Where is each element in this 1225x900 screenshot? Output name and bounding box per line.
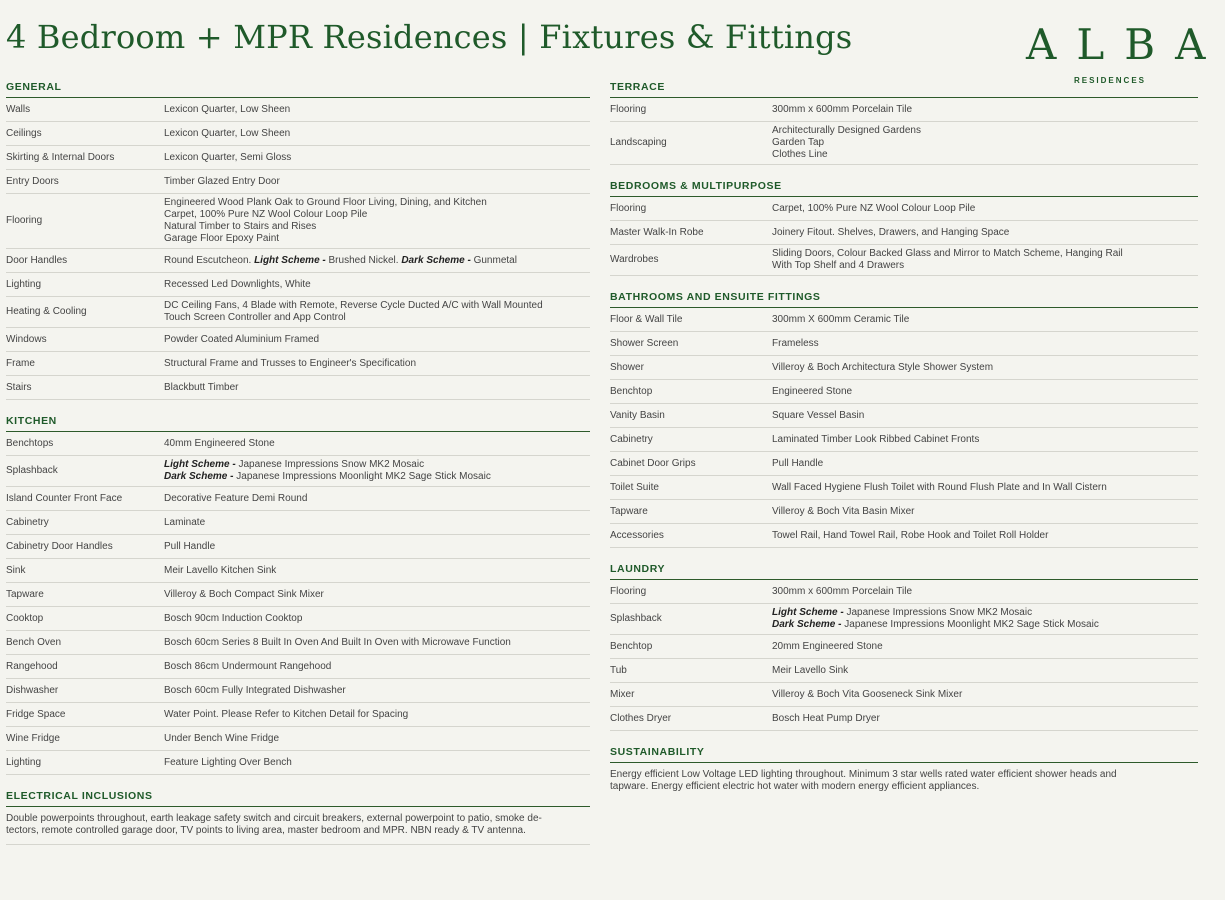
- spec-label: Tapware: [610, 505, 648, 517]
- section-title: LAUNDRY: [610, 560, 1198, 580]
- left-column: [6, 78, 590, 845]
- spec-label: Splashback: [610, 613, 662, 624]
- brand-subtitle: RESIDENCES: [1073, 76, 1146, 85]
- value-line: Natural Timber to Stairs and Rises: [164, 221, 317, 232]
- spec-row: [6, 376, 590, 400]
- spec-row: [610, 635, 1198, 659]
- scheme-name: Light Scheme -: [254, 254, 329, 266]
- value-line: Sliding Doors, Colour Backed Glass and Mirror to Match Scheme, Hanging Rail: [772, 248, 1123, 259]
- text-line: Energy efficient Low Voltage LED lighting throughout. Minimum 3 star wells rated water efficient shower heads and: [610, 769, 1117, 780]
- spec-label: Sink: [6, 564, 26, 576]
- value-line: Powder Coated Aluminium Framed: [164, 333, 320, 345]
- section-title: BEDROOMS & MULTIPURPOSE: [610, 177, 1198, 197]
- spec-row: [6, 679, 590, 703]
- spec-label: Cooktop: [6, 612, 44, 624]
- spec-value: [772, 479, 1198, 497]
- electrical-text: [6, 807, 590, 845]
- section-terrace: [610, 78, 1198, 165]
- spec-label: Heating & Cooling: [6, 306, 87, 317]
- spec-label: Dishwasher: [6, 684, 59, 696]
- spec-value: [164, 379, 590, 397]
- value-line: 20mm Engineered Stone: [772, 640, 883, 652]
- value-line: Bosch 86cm Undermount Rangehood: [164, 660, 332, 672]
- spec-label: Door Handles: [6, 254, 68, 266]
- spec-value: [164, 610, 590, 628]
- value-line: Bosch 60cm Fully Integrated Dishwasher: [164, 684, 346, 696]
- value-line: Timber Glazed Entry Door: [164, 175, 280, 187]
- spec-value: [772, 604, 1198, 634]
- spec-value: [772, 710, 1198, 728]
- scheme-line: [164, 459, 590, 471]
- value-line: 300mm x 600mm Porcelain Tile: [772, 103, 913, 115]
- value-line: Recessed Led Downlights, White: [164, 278, 311, 290]
- spec-value: [164, 490, 590, 508]
- scheme-name: Light Scheme -: [772, 607, 847, 618]
- section-kitchen: [6, 412, 590, 775]
- spec-row: [6, 273, 590, 297]
- spec-label: Splashback: [6, 465, 58, 476]
- section-sustainability: [610, 743, 1198, 800]
- spec-row: [610, 452, 1198, 476]
- spec-row: [6, 487, 590, 511]
- spec-value: [772, 335, 1198, 353]
- spec-label: Toilet Suite: [610, 481, 659, 493]
- value-line: Meir Lavello Sink: [772, 664, 849, 676]
- spec-row: [610, 428, 1198, 452]
- spec-value: [164, 586, 590, 604]
- spec-label: Ceilings: [6, 127, 42, 139]
- spec-row: [610, 500, 1198, 524]
- scheme-name: Dark Scheme -: [401, 254, 474, 266]
- spec-value: [772, 311, 1198, 329]
- spec-value: [772, 359, 1198, 377]
- value-line: Bosch 60cm Series 8 Built In Oven And Built In Oven with Microwave Function: [164, 636, 511, 648]
- brand-logo: [1026, 20, 1225, 85]
- spec-row: [610, 404, 1198, 428]
- spec-value: [164, 297, 590, 327]
- value-line: Frameless: [772, 337, 819, 349]
- spec-label: Benchtop: [610, 640, 653, 652]
- spec-row: [610, 308, 1198, 332]
- spec-label: Walls: [6, 103, 31, 115]
- section-title: GENERAL: [6, 78, 590, 98]
- section-title: KITCHEN: [6, 412, 590, 432]
- value-line: Bosch 90cm Induction Cooktop: [164, 612, 303, 624]
- section-bedrooms: [610, 177, 1198, 276]
- spec-row: [6, 297, 590, 328]
- spec-label: Shower: [610, 361, 644, 373]
- spec-value: [164, 562, 590, 580]
- value-line: Laminate: [164, 516, 206, 528]
- spec-row: [610, 221, 1198, 245]
- section-title: BATHROOMS AND ENSUITE FITTINGS: [610, 288, 1198, 308]
- spec-row: [610, 683, 1198, 707]
- value-line: Garage Floor Epoxy Paint: [164, 233, 280, 244]
- spec-label: Wine Fridge: [6, 732, 60, 744]
- spec-row: [6, 170, 590, 194]
- spec-value: [772, 383, 1198, 401]
- spec-value: [164, 276, 590, 294]
- spec-row: [610, 356, 1198, 380]
- value-line: Towel Rail, Hand Towel Rail, Robe Hook and Toilet Roll Holder: [772, 529, 1049, 541]
- spec-label: Cabinetry: [6, 516, 49, 528]
- spec-label: Lighting: [6, 756, 42, 768]
- value-line: Lexicon Quarter, Low Sheen: [164, 103, 291, 115]
- text-line: tapware. Energy efficient electric hot water with modern energy efficient appliances.: [610, 781, 980, 792]
- spec-label: Master Walk-In Robe: [610, 226, 704, 238]
- text-line: Double powerpoints throughout, earth leakage safety switch and circuit breakers, external powerpoint to patio, smoke de-: [6, 813, 542, 824]
- value-line: Engineered Wood Plank Oak to Ground Floor Living, Dining, and Kitchen: [164, 197, 487, 208]
- sustainability-text: [610, 763, 1198, 800]
- spec-row: [6, 122, 590, 146]
- value-line: Blackbutt Timber: [164, 381, 239, 393]
- spec-value: [772, 662, 1198, 680]
- spec-value: [772, 101, 1198, 119]
- value-text: Brushed Nickel.: [328, 254, 402, 266]
- spec-label: Rangehood: [6, 660, 58, 672]
- value-line: Feature Lighting Over Bench: [164, 756, 292, 768]
- spec-label: Clothes Dryer: [610, 712, 672, 724]
- scheme-name: Dark Scheme -: [164, 471, 237, 482]
- spec-row: [6, 727, 590, 751]
- scheme-line: [164, 471, 590, 483]
- value-line: 300mm X 600mm Ceramic Tile: [772, 313, 910, 325]
- value-line: Joinery Fitout. Shelves, Drawers, and Hanging Space: [772, 226, 1010, 238]
- spec-row: [610, 122, 1198, 165]
- value-line: Villeroy & Boch Vita Basin Mixer: [772, 505, 915, 517]
- spec-label: Flooring: [6, 215, 43, 226]
- right-column: [610, 78, 1198, 800]
- spec-value: [772, 245, 1198, 275]
- value-line: Carpet, 100% Pure NZ Wool Colour Loop Pile: [164, 209, 368, 220]
- spec-label: Benchtops: [6, 437, 54, 449]
- value-line: Villeroy & Boch Vita Gooseneck Sink Mixer: [772, 688, 963, 700]
- scheme-text: Japanese Impressions Moonlight MK2 Sage Stick Mosaic: [236, 471, 491, 482]
- value-text: Gunmetal: [473, 254, 517, 266]
- value-line: Pull Handle: [772, 457, 824, 469]
- spec-label: Vanity Basin: [610, 409, 665, 421]
- value-line: Clothes Line: [772, 149, 828, 160]
- spec-value: [772, 122, 1198, 164]
- value-line: Laminated Timber Look Ribbed Cabinet Fronts: [772, 433, 980, 445]
- spec-row: [610, 98, 1198, 122]
- spec-value: [772, 686, 1198, 704]
- spec-row: [610, 524, 1198, 548]
- section-title: TERRACE: [610, 78, 1198, 98]
- value-line: Touch Screen Controller and App Control: [164, 312, 346, 323]
- value-line: Garden Tap: [772, 137, 825, 148]
- spec-label: Flooring: [610, 103, 647, 115]
- spec-row: [6, 432, 590, 456]
- spec-row: [6, 535, 590, 559]
- spec-row: [6, 655, 590, 679]
- section-electrical: [6, 787, 590, 845]
- scheme-text: Japanese Impressions Snow MK2 Mosaic: [238, 459, 425, 470]
- value-line: Under Bench Wine Fridge: [164, 732, 280, 744]
- section-title: ELECTRICAL INCLUSIONS: [6, 787, 590, 807]
- spec-value: [164, 101, 590, 119]
- spec-value: [772, 200, 1198, 218]
- spec-value: [772, 583, 1198, 601]
- spec-value: [164, 538, 590, 556]
- spec-row: [610, 332, 1198, 356]
- spec-row: [6, 328, 590, 352]
- value-line: Lexicon Quarter, Low Sheen: [164, 127, 291, 139]
- spec-label: Bench Oven: [6, 636, 62, 648]
- spec-label: Shower Screen: [610, 337, 679, 349]
- value-line: With Top Shelf and 4 Drawers: [772, 260, 905, 271]
- spec-row: [6, 194, 590, 249]
- spec-label: Windows: [6, 333, 47, 345]
- value-line: Villeroy & Boch Architectura Style Shower System: [772, 361, 994, 373]
- spec-row: [610, 245, 1198, 276]
- value-line: Villeroy & Boch Compact Sink Mixer: [164, 588, 324, 600]
- spec-value: [164, 194, 590, 248]
- spec-label: Accessories: [610, 529, 664, 541]
- scheme-text: Japanese Impressions Snow MK2 Mosaic: [846, 607, 1033, 618]
- spec-value: [772, 407, 1198, 425]
- text-line: tectors, remote controlled garage door, TV points to living area, master bedroom and MPR. NBN ready & TV antenna.: [6, 825, 526, 836]
- value-line: Carpet, 100% Pure NZ Wool Colour Loop Pile: [772, 202, 976, 214]
- value-line: Architecturally Designed Gardens: [772, 125, 921, 136]
- spec-row: [6, 511, 590, 535]
- spec-label: Stairs: [6, 381, 32, 393]
- section-title: SUSTAINABILITY: [610, 743, 1198, 763]
- spec-value: [164, 125, 590, 143]
- spec-value: [164, 634, 590, 652]
- spec-row: [6, 249, 590, 273]
- spec-value: [164, 456, 590, 486]
- value-line: Water Point. Please Refer to Kitchen Detail for Spacing: [164, 708, 409, 720]
- spec-label: Tub: [610, 664, 627, 676]
- spec-label: Landscaping: [610, 137, 667, 148]
- scheme-name: Light Scheme -: [164, 459, 239, 470]
- value-line: Engineered Stone: [772, 385, 853, 397]
- page-title: 4 Bedroom + MPR Residences | Fixtures & Fittings: [6, 18, 853, 56]
- spec-row: [610, 197, 1198, 221]
- spec-label: Benchtop: [610, 385, 653, 397]
- value-line: DC Ceiling Fans, 4 Blade with Remote, Reverse Cycle Ducted A/C with Wall Mounted: [164, 300, 543, 311]
- spec-row: [6, 146, 590, 170]
- scheme-name: Dark Scheme -: [772, 619, 845, 630]
- spec-row: [6, 751, 590, 775]
- spec-label: Entry Doors: [6, 175, 59, 187]
- spec-label: Skirting & Internal Doors: [6, 151, 115, 163]
- section-general: [6, 78, 590, 400]
- spec-row: [6, 631, 590, 655]
- spec-row: [6, 607, 590, 631]
- spec-label: Frame: [6, 357, 35, 369]
- value-line: Structural Frame and Trusses to Engineer's Specification: [164, 357, 417, 369]
- value-line: Pull Handle: [164, 540, 216, 552]
- scheme-line: [772, 619, 1198, 631]
- spec-label: Mixer: [610, 688, 635, 700]
- value-line: Decorative Feature Demi Round: [164, 492, 308, 504]
- spec-value: [772, 638, 1198, 656]
- spec-value: [772, 431, 1198, 449]
- spec-label: Flooring: [610, 202, 647, 214]
- spec-row: [6, 559, 590, 583]
- spec-label: Island Counter Front Face: [6, 492, 123, 504]
- section-laundry: [610, 560, 1198, 731]
- spec-label: Lighting: [6, 278, 42, 290]
- spec-value: [164, 355, 590, 373]
- value-line: Wall Faced Hygiene Flush Toilet with Round Flush Plate and In Wall Cistern: [772, 481, 1107, 493]
- value-line: Lexicon Quarter, Semi Gloss: [164, 151, 292, 163]
- spec-row: [610, 380, 1198, 404]
- value-line: Square Vessel Basin: [772, 409, 865, 421]
- value-line: 40mm Engineered Stone: [164, 437, 275, 449]
- section-bathrooms: [610, 288, 1198, 548]
- spec-value: [772, 224, 1198, 242]
- spec-value: [164, 514, 590, 532]
- spec-row: [610, 580, 1198, 604]
- spec-value: [164, 754, 590, 772]
- spec-value: [164, 252, 590, 270]
- spec-row: [610, 707, 1198, 731]
- value-line: 300mm x 600mm Porcelain Tile: [772, 585, 913, 597]
- spec-row: [6, 456, 590, 487]
- spec-value: [164, 730, 590, 748]
- value-line: [164, 255, 590, 267]
- scheme-line: [772, 607, 1198, 619]
- spec-label: Cabinetry: [610, 433, 653, 445]
- spec-row: [6, 583, 590, 607]
- value-line: Meir Lavello Kitchen Sink: [164, 564, 277, 576]
- spec-row: [6, 98, 590, 122]
- spec-label: Floor & Wall Tile: [610, 313, 683, 325]
- spec-label: Tapware: [6, 588, 44, 600]
- spec-label: Flooring: [610, 585, 647, 597]
- spec-label: Cabinetry Door Handles: [6, 540, 113, 552]
- scheme-text: Japanese Impressions Moonlight MK2 Sage Stick Mosaic: [844, 619, 1099, 630]
- spec-value: [164, 331, 590, 349]
- spec-row: [6, 703, 590, 727]
- spec-value: [164, 658, 590, 676]
- brand-name: ALBA: [1026, 20, 1225, 69]
- spec-value: [772, 527, 1198, 545]
- spec-value: [164, 682, 590, 700]
- value-line: Bosch Heat Pump Dryer: [772, 712, 880, 724]
- spec-value: [164, 173, 590, 191]
- spec-value: [164, 706, 590, 724]
- spec-row: [610, 476, 1198, 500]
- spec-row: [610, 604, 1198, 635]
- spec-row: [610, 659, 1198, 683]
- spec-label: Fridge Space: [6, 708, 66, 720]
- spec-value: [164, 149, 590, 167]
- spec-value: [164, 435, 590, 453]
- spec-label: Cabinet Door Grips: [610, 457, 696, 469]
- spec-value: [772, 503, 1198, 521]
- spec-row: [6, 352, 590, 376]
- value-text: Round Escutcheon.: [164, 254, 255, 266]
- spec-value: [772, 455, 1198, 473]
- spec-label: Wardrobes: [610, 254, 659, 265]
